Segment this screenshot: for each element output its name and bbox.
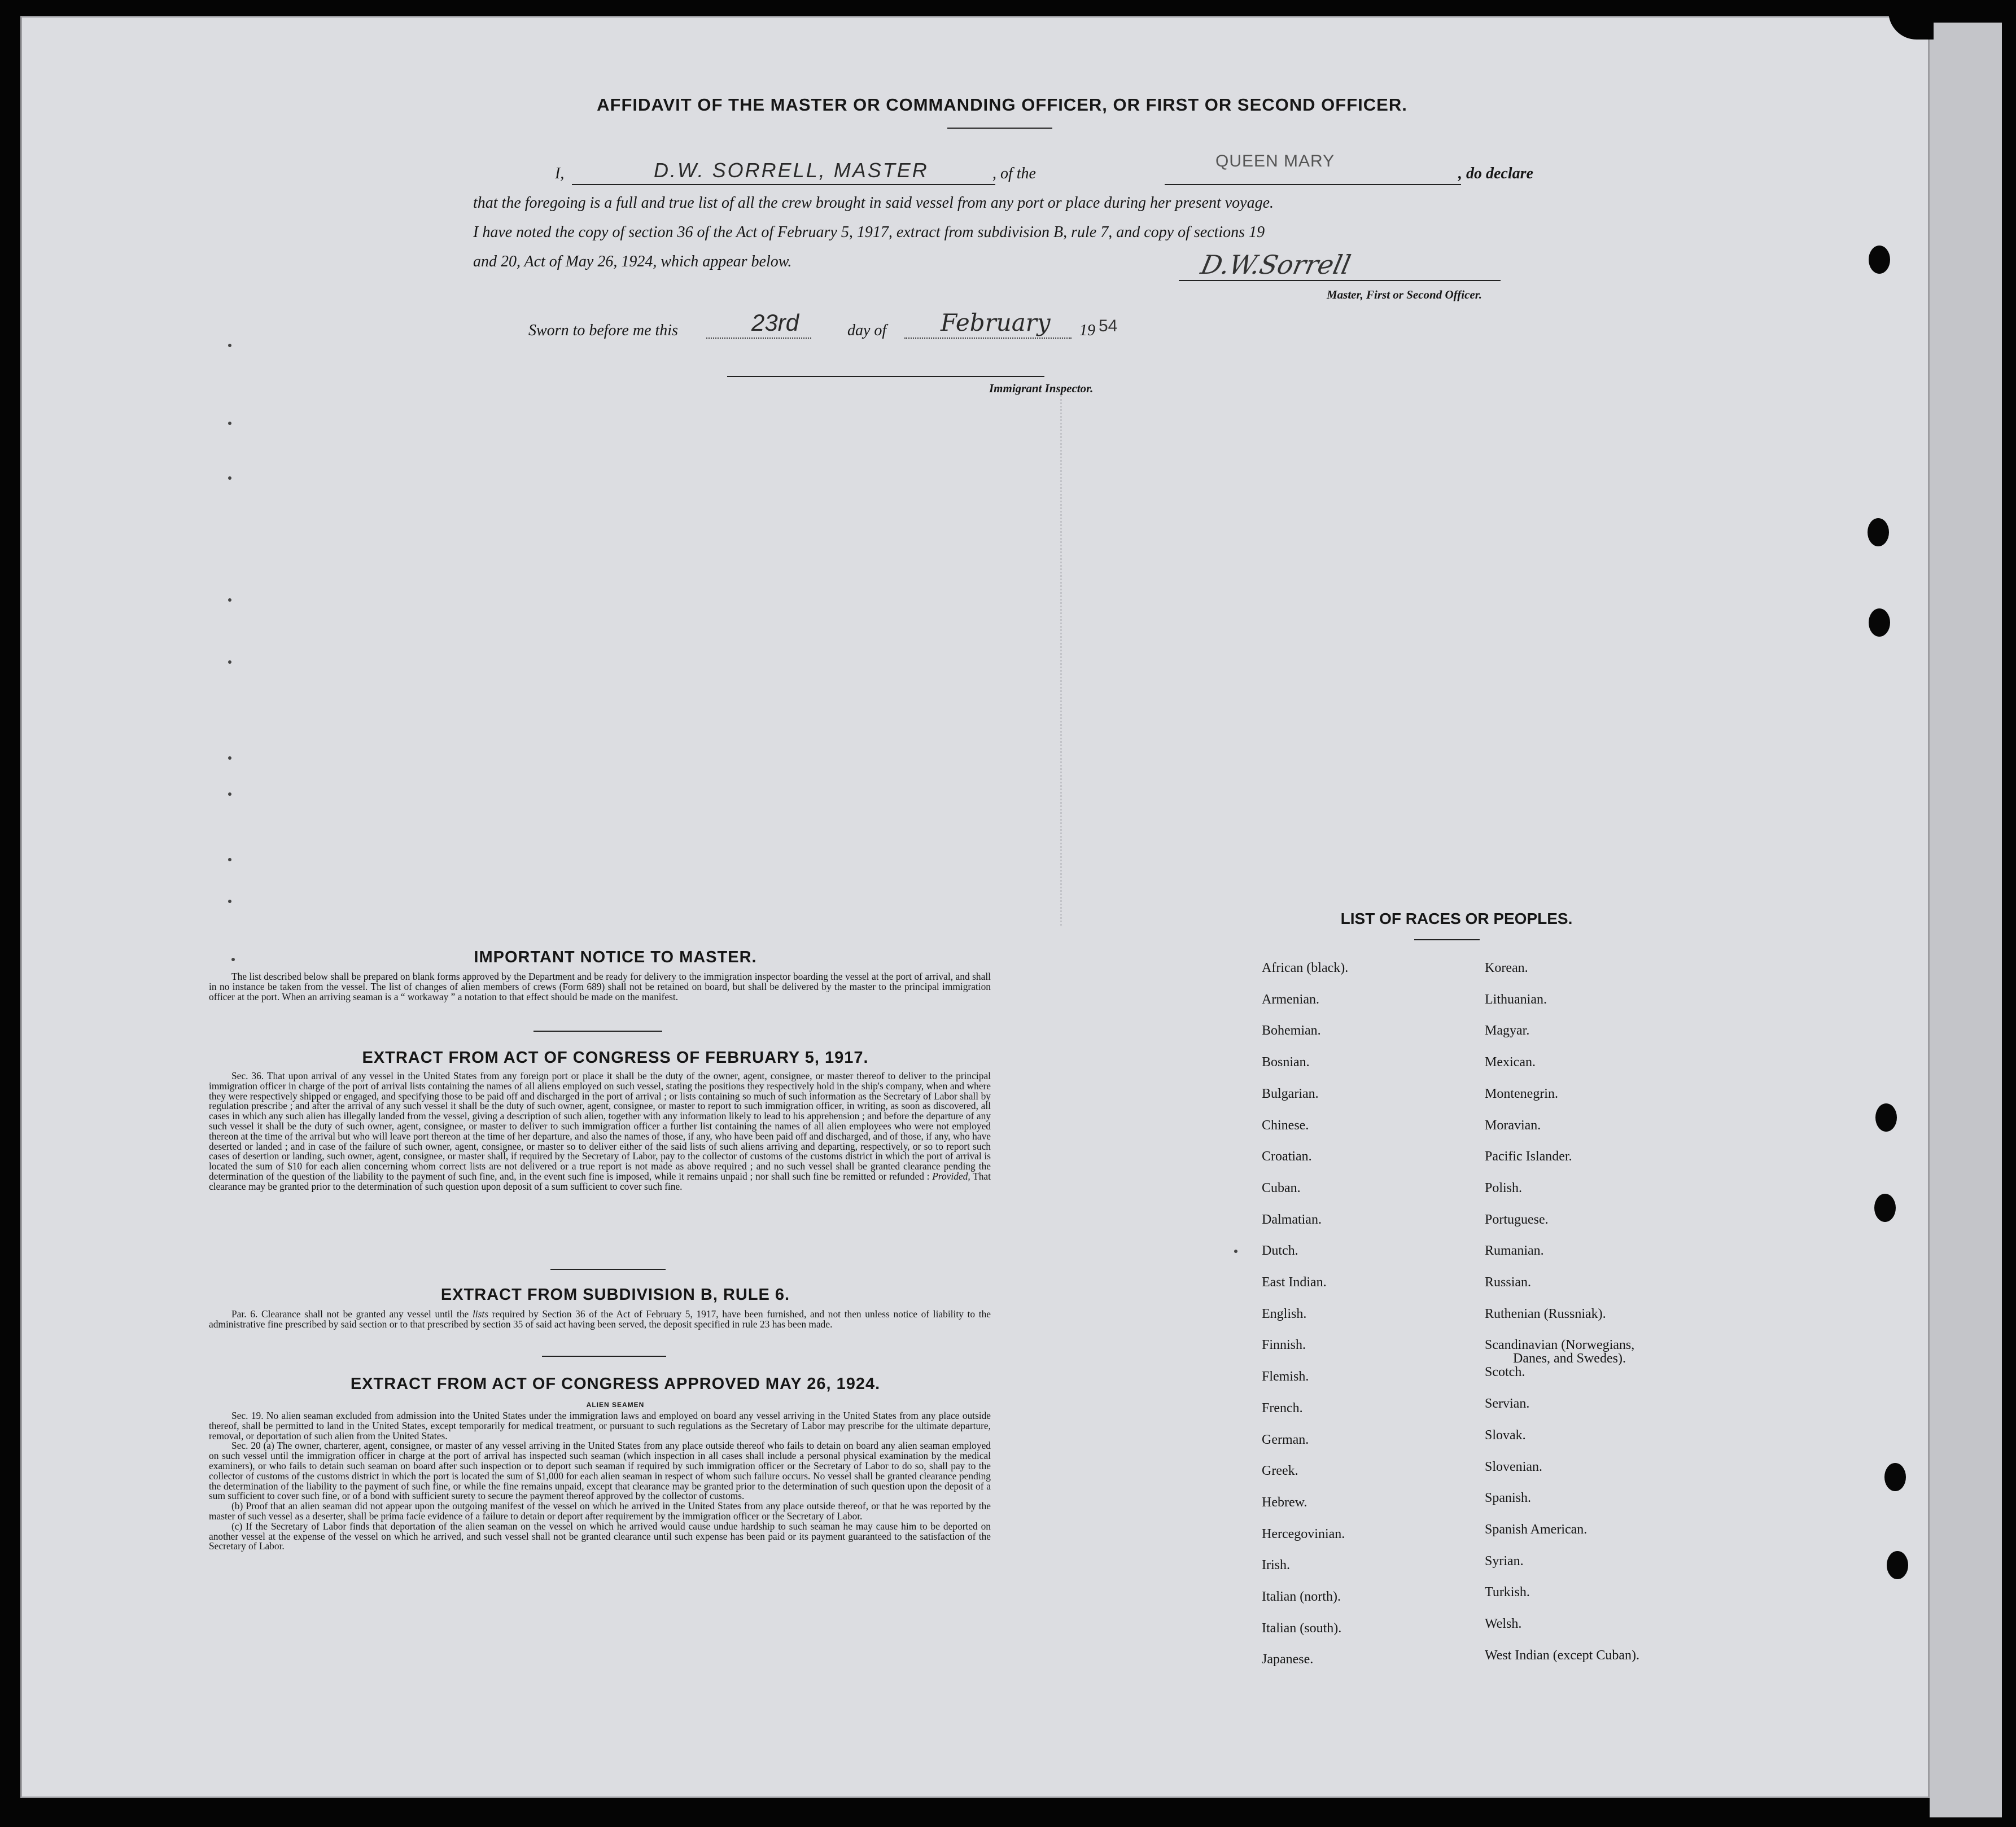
page-dot <box>228 344 231 347</box>
year-suffix: 54 <box>1099 317 1118 335</box>
race-item: Finnish. <box>1262 1338 1306 1353</box>
sec-36-text: That upon arrival of any vessel in the United States from any foreign port or place it shall be the duty of the owner, agent, consignee, or master thereof to deliver to the principal immigration officer in charge of the port of arrival lists containing the names of all aliens employed on such vessel, stating the positions they respectively hold in the ship's company, when and where they were respectively shipped or engaged, and specifying those to be paid off and discharged in the port of arrival ; or lists containing so much of such information as the Secretary of Labor shall by regulation prescribe ; and after the arrival of any such vessel it shall be the duty of such owner, agent, consignee, or master to report to such immigration officer, in writing, as soon as discovered, all cases in which any such alien has illegally landed from the vessel, giving a description of such alien, together with any information likely to lead to his apprehension ; and before the departure of any such vessel it shall be the duty of such owner, agent, consignee, or master to deliver to such immigration officer a further list containing the names of all alien employees who were not employed thereon at the time of the arrival but who will leave port thereon at the time of her departure, and also the names of those, if any, who have been paid off and discharged, and of those, if any, who have deserted or landed ; and in case of the failure of such owner, agent, consignee, or master so to deliver either of the said lists of such aliens arriving and departing, respectively, or so to report such cases of desertion or landing, such owner, agent, consignee, or master shall, if required by the Secretary of Labor, pay to the collector of customs of the customs district in which the port of arrival is located the sum of $10 for each alien concerning whom correct lists are not delivered or a true report is not made as above required ; and no such vessel shall be granted clearance pending the determination of the question of the liability to the payment of such fine, and, in the event such fine is imposed, while it remains unpaid ; nor shall such fine be remitted or refunded : <box>209 1070 991 1182</box>
declaration-block <box>473 152 1534 289</box>
race-item: Montenegrin. <box>1485 1086 1558 1101</box>
race-item: Slovenian. <box>1485 1459 1542 1474</box>
race-item: Dalmatian. <box>1262 1212 1322 1227</box>
sworn-line <box>528 309 1206 350</box>
race-item: Italian (north). <box>1262 1589 1341 1604</box>
par-6-text-b: required by Section 36 of the Act of February 5, 1917, have been furnished, and not then unless notice of liability to the administrative fine prescribed by said section or to that prescribed by section 35 of said act having been served, the deposit specified in rule 23 has been made. <box>209 1308 991 1330</box>
race-item: Bohemian. <box>1262 1023 1321 1039</box>
race-item: Dutch. <box>1262 1243 1298 1259</box>
race-item: Turkish. <box>1485 1585 1530 1600</box>
race-item: Greek. <box>1262 1464 1298 1479</box>
race-item: East Indian. <box>1262 1275 1327 1290</box>
year-prefix: 19 <box>1079 322 1095 339</box>
month-line <box>904 338 1072 339</box>
page-dot <box>228 756 231 760</box>
extract-1917-title: EXTRACT FROM ACT OF CONGRESS OF FEBRUARY 5, 1917. <box>362 1049 869 1067</box>
day-line <box>706 338 811 339</box>
race-item: Spanish. <box>1485 1491 1532 1506</box>
page-edge <box>1930 23 2002 1817</box>
races-title: LIST OF RACES OR PEOPLES. <box>1340 910 1573 927</box>
race-item: West Indian (except Cuban). <box>1485 1648 1639 1663</box>
race-item: Polish. <box>1485 1180 1523 1195</box>
race-item: Hercegovinian. <box>1262 1526 1345 1541</box>
race-item: African (black). <box>1262 961 1349 975</box>
race-item: Spanish American. <box>1485 1522 1588 1537</box>
i-label: I, <box>555 165 565 182</box>
punch-hole <box>1874 1194 1896 1222</box>
sworn-label: Sworn to before me this <box>528 322 678 339</box>
race-item: Mexican. <box>1485 1055 1536 1070</box>
punch-hole <box>1868 518 1889 546</box>
punch-hole <box>1875 1103 1897 1132</box>
sec-36-paragraph <box>209 1071 991 1192</box>
punch-hole <box>1887 1551 1908 1579</box>
race-item: Portuguese. <box>1485 1212 1549 1227</box>
race-item: Lithuanian. <box>1485 992 1547 1007</box>
race-item: Syrian. <box>1485 1553 1524 1568</box>
extract-1924-title: EXTRACT FROM ACT OF CONGRESS APPROVED MAY 26, 1924. <box>350 1375 881 1393</box>
affidavit-title: AFFIDAVIT OF THE MASTER OR COMMANDING OFFICER, OR FIRST OR SECOND OFFICER. <box>597 95 1407 115</box>
master-name: D.W. SORRELL, MASTER <box>654 159 929 182</box>
page-dot <box>228 476 231 480</box>
race-item: German. <box>1262 1432 1309 1447</box>
section-rule <box>533 1031 662 1032</box>
race-item: Danes, and Swedes). <box>1513 1351 1626 1366</box>
master-signature: D.W.Sorrell <box>1198 249 1354 280</box>
signature-caption: Master, First or Second Officer. <box>1327 288 1482 301</box>
race-item: Scotch. <box>1485 1365 1525 1380</box>
punch-hole <box>1884 1463 1906 1491</box>
extract-1924-text <box>209 1411 991 1552</box>
race-item: Moravian. <box>1485 1118 1541 1133</box>
of-the-label: , of the <box>992 165 1036 182</box>
bleed-through-column <box>1060 395 1062 926</box>
races-rule <box>1414 939 1480 940</box>
punch-hole <box>1869 608 1890 637</box>
sec-20c-paragraph: (c) If the Secretary of Labor finds that deportation of the alien seaman on the vessel on which he arrived would cause undue hardship to such seaman he may cause him to be deported on another vessel at the expense of the vessel on which he arrived, and such vessel shall not be granted clearance until such expense has been paid or its payment guaranteed to the satisfaction of the Secretary of Labor. <box>209 1520 991 1552</box>
signature-line <box>1179 280 1501 281</box>
rule-6-title: EXTRACT FROM SUBDIVISION B, RULE 6. <box>440 1286 790 1304</box>
inspector-line <box>727 376 1044 377</box>
race-item: Bosnian. <box>1262 1055 1310 1070</box>
page-dot <box>228 858 231 861</box>
page-dot <box>228 660 231 664</box>
punch-hole <box>1869 246 1890 274</box>
race-item: Croatian. <box>1262 1149 1312 1164</box>
notice-text <box>209 972 991 1002</box>
race-item: Rumanian. <box>1485 1243 1544 1259</box>
race-item: French. <box>1262 1400 1303 1416</box>
race-item: Flemish. <box>1262 1369 1309 1385</box>
lists-word: lists <box>472 1308 488 1320</box>
sec-19-paragraph: Sec. 19. No alien seaman excluded from admission into the United States under the immigration laws and employed on board any vessel arriving in the United States from any place outside thereof, shall be permitted to land in the United States, except temporarily for medical treatment, or pursuant to such regulations as the Secretary of Labor may prescribe for the ultimate departure, removal, or deportation of such alien from the United States. <box>209 1410 991 1442</box>
race-item: Chinese. <box>1262 1118 1309 1133</box>
section-rule <box>542 1356 666 1357</box>
vessel-line <box>1165 184 1461 185</box>
declaration-line-3: I have noted the copy of section 36 of the Act of February 5, 1917, extract from subdivision B, rule 7, and copy of sections 19 <box>473 224 1265 241</box>
sec-20b-paragraph: (b) Proof that an alien seaman did not appear upon the outgoing manifest of the vessel on which he arrived in the United States from any place outside thereof, or that he was reported by the master of such vessel as a deserter, shall be prima facie evidence of a failure to detain or deport after requirement by the immigration officer or the Secretary of Labor. <box>209 1500 991 1522</box>
sec-20a-paragraph: Sec. 20 (a) The owner, charterer, agent, consignee, or master of any vessel arriving in the United States from any place outside thereof who fails to detain on board any alien seaman employed on such vessel until the immigration officer in charge at the port of arrival has inspected such seaman (which inspection in all cases shall include a personal physical examination by the medical examiners), or who fails to detain such seaman on board after such inspection or to deport such seaman if required by such immigration officer or the Secretary of Labor to do so, shall pay to the collector of customs of the customs district in which the port is located the sum of $1,000 for each alien seaman in respect of whom such failure occurs. No vessel shall be granted clearance pending the determination of the liability to the payment of such fine, or while the fine remains unpaid, except that clearance may be granted prior to the determination of such question upon the deposit of a sum sufficient to cover such fine, or of a bond with sufficient surety to secure the payment thereof approved by the collector of customs. <box>209 1440 991 1502</box>
par-6-paragraph <box>209 1309 991 1330</box>
page-dot <box>1234 1250 1237 1253</box>
page-dot <box>228 598 231 602</box>
race-item: Slovak. <box>1485 1427 1526 1443</box>
page-dot <box>228 422 231 425</box>
race-item: Japanese. <box>1262 1652 1314 1667</box>
page-dot <box>228 900 231 903</box>
race-item: Welsh. <box>1485 1616 1522 1631</box>
do-declare-label: , do declare <box>1458 165 1533 182</box>
sworn-day: 23rd <box>751 309 799 336</box>
declaration-line-2: that the foregoing is a full and true list of all the crew brought in said vessel from any port or place during her present voyage. <box>473 194 1274 212</box>
sec-36-text-end: That clearance may be granted prior to the determination of such question upon deposit of a sum sufficient to cover such fine. <box>209 1170 991 1192</box>
notice-title: IMPORTANT NOTICE TO MASTER. <box>474 948 757 966</box>
race-item: Russian. <box>1485 1275 1532 1290</box>
race-item: Cuban. <box>1262 1180 1301 1195</box>
par-6-text-a: Clearance shall not be granted any vessel until the <box>261 1308 469 1320</box>
par-6-label: Par. 6. <box>231 1308 258 1320</box>
rule-6-text <box>209 1309 991 1330</box>
race-item: Servian. <box>1485 1396 1530 1412</box>
extract-1917-text <box>209 1071 991 1192</box>
sec-36-label: Sec. 36. <box>231 1070 264 1081</box>
race-item: Scandinavian (Norwegians, <box>1485 1338 1635 1353</box>
race-item: English. <box>1262 1306 1307 1321</box>
race-item: Hebrew. <box>1262 1495 1307 1510</box>
title-rule <box>947 128 1052 129</box>
race-item: Magyar. <box>1485 1023 1530 1039</box>
inspector-caption: Immigrant Inspector. <box>989 382 1094 395</box>
race-item: Irish. <box>1262 1558 1290 1573</box>
race-item: Ruthenian (Russniak). <box>1485 1306 1606 1321</box>
day-of-label: day of <box>847 322 887 339</box>
race-item: Pacific Islander. <box>1485 1149 1572 1164</box>
vessel-name: QUEEN MARY <box>1215 152 1335 170</box>
race-item: Korean. <box>1485 961 1528 975</box>
race-item: Italian (south). <box>1262 1620 1342 1636</box>
page-dot <box>228 792 231 796</box>
alien-seamen-subtitle: ALIEN SEAMEN <box>586 1401 645 1409</box>
notice-paragraph: The list described below shall be prepared on blank forms approved by the Department and be ready for delivery to the immigration inspector boarding the vessel at the port of arrival, and shall in no instance be taken from the vessel. The list of changes of alien members of crews (Form 689) shall not be retained on board, but shall be delivered by the master to the principal immigration officer at the port. When an arriving seaman is a “ workaway ” a notation to that effect should be made on the manifest. <box>209 971 991 1002</box>
sworn-month: February <box>941 309 1051 336</box>
declaration-line-4: and 20, Act of May 26, 1924, which appear below. <box>473 253 792 270</box>
section-rule <box>550 1269 666 1270</box>
race-item: Bulgarian. <box>1262 1086 1319 1101</box>
race-item: Armenian. <box>1262 992 1319 1007</box>
provided-word: Provided, <box>932 1170 970 1182</box>
